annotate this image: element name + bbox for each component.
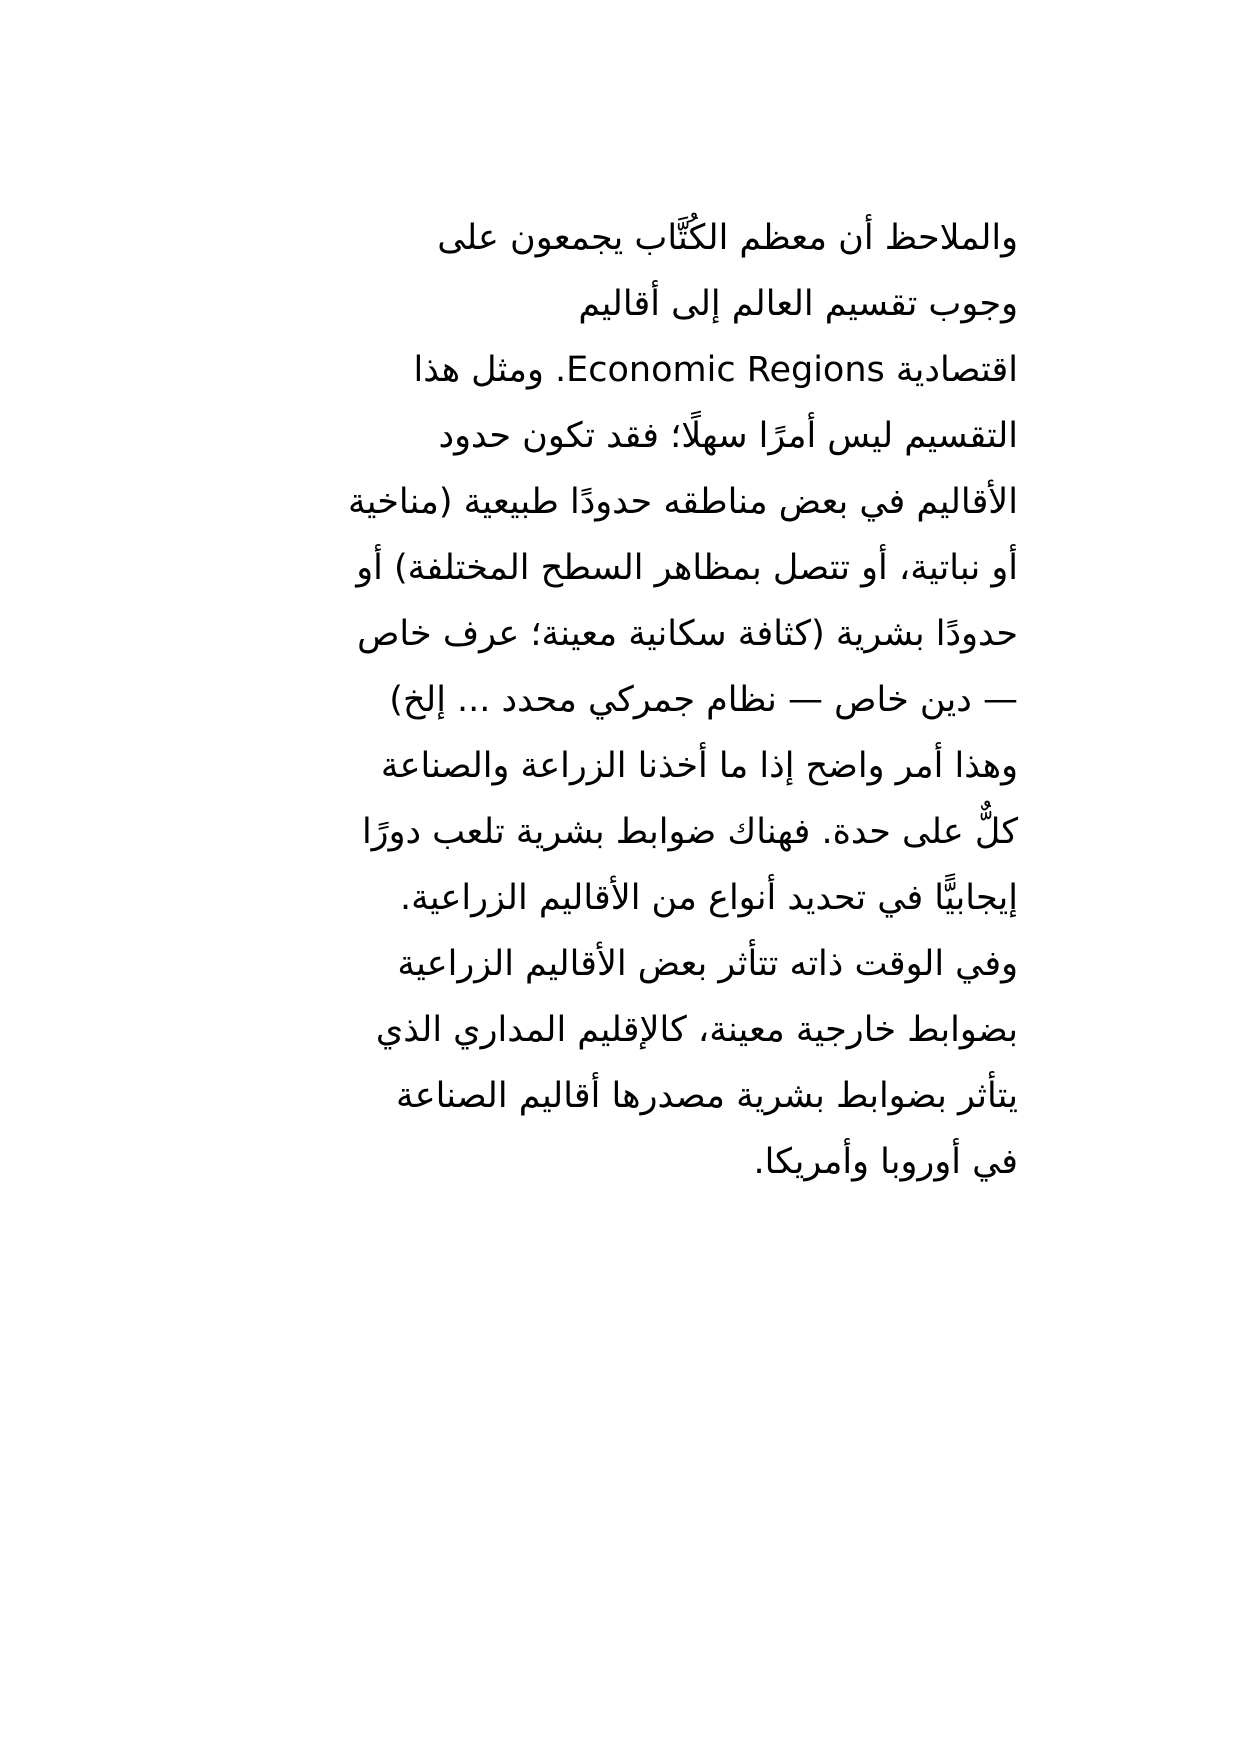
text-line: — دين خاص — نظام جمركي محدد ... إلخ) <box>389 680 1018 720</box>
text-line: الأقاليم في بعض مناطقه حدودًا طبيعية (مناخية <box>347 482 1018 522</box>
body-paragraph <box>198 205 1018 1195</box>
text-line: يتأثر بضوابط بشرية مصدرها أقاليم الصناعة <box>395 1076 1018 1116</box>
text-line: التقسيم ليس أمرًا سهلًا؛ فقد تكون حدود <box>438 416 1018 456</box>
text-line: والملاحظ أن معظم الكُتَّاب يجمعون على <box>437 218 1018 258</box>
text-line: كلٌّ على حدة. فهناك ضوابط بشرية تلعب دورًا <box>361 812 1018 852</box>
text-line: أو نباتية، أو تتصل بمظاهر السطح المختلفة) أو <box>356 548 1018 588</box>
text-line: إيجابيًّا في تحديد أنواع من الأقاليم الزراعية. <box>400 878 1018 918</box>
text-line: وفي الوقت ذاته تتأثر بعض الأقاليم الزراعية <box>397 944 1018 984</box>
text-line: بضوابط خارجية معينة، كالإقليم المداري الذي <box>375 1010 1018 1050</box>
text-line: وجوب تقسيم العالم إلى أقاليم <box>578 284 1018 324</box>
text-line: وهذا أمر واضح إذا ما أخذنا الزراعة والصناعة <box>380 746 1018 786</box>
text-line: حدودًا بشرية (كثافة سكانية معينة؛ عرف خاص <box>357 614 1018 654</box>
text-line: اقتصادية Economic Regions. ومثل هذا <box>413 350 1018 390</box>
text-line: في أوروبا وأمريكا. <box>753 1142 1018 1182</box>
